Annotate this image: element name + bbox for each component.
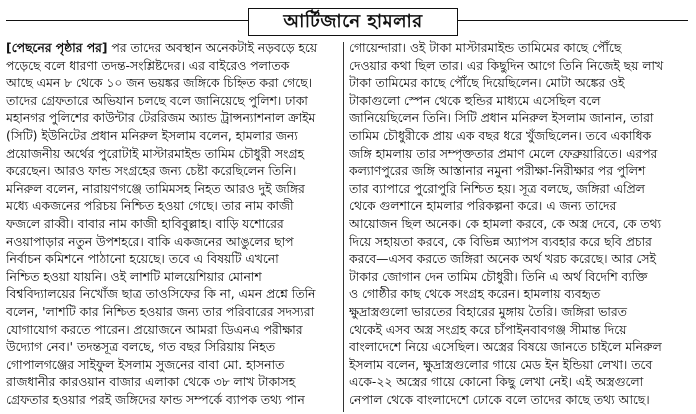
article-line	[349, 93, 689, 111]
article-line	[349, 181, 689, 199]
article-line-text: কল্যাণপুরের জঙ্গি আস্তানার নমুনা পরীক্ষা-নিরীক্ষার পর পুলিশ	[349, 164, 646, 179]
article-line-text: ক্ষুদ্রাস্ত্রগুলো ভারতের বিহারের মুঙ্গায় তৈরি। জঙ্গিরা ভারত	[349, 304, 627, 319]
article-line	[6, 58, 340, 76]
article-line-text: টাকাগুলো স্পেন থেকে হুন্ডির মাধ্যমে এসেছিল বলে	[349, 93, 601, 108]
article-line-text: গোয়েন্দারা। ওই টাকা মাস্টারমাইন্ড তামিমের কাছে পৌঁছে	[349, 41, 622, 55]
article-line	[6, 374, 340, 392]
article-line-text: নির্বাচন কমিশনে পাঠানো হয়েছে। তবে এ বিষয়টি এখনো	[6, 252, 279, 267]
article-line	[349, 163, 689, 181]
article-line-text: তামিম চৌধুরীকে প্রায় এক বছর ধরে খুঁজছিলেন। তবে একাধিক	[349, 128, 652, 143]
article-line-text: পড়েছে বলে ধারণা তদন্ত-সংশ্লিষ্টদের। এর বাইরেও পলাতক	[6, 58, 290, 73]
article-line	[349, 357, 689, 375]
article-line-text: (সিটি) ইউনিটের প্রধান মনিরুল ইসলাম বলেন, হামলার জন্য	[6, 128, 298, 143]
article-line-text: বাংলাদেশে নিয়ে এসেছিল। অস্ত্রের বিষয়ে জানতে চাইলে মনিরুল	[349, 340, 662, 355]
article-line-text: তাদের গ্রেফতারে অভিযান চলছে বলে জানিয়েছে পুলিশ। ঢাকা	[6, 93, 308, 108]
headline: আর্টিজানে হামলার	[283, 10, 423, 32]
article-line	[349, 339, 689, 357]
article-line	[349, 251, 689, 269]
article-line	[6, 357, 340, 375]
article-line	[349, 146, 689, 164]
article-line	[349, 216, 689, 234]
article-line	[6, 198, 340, 216]
article-line	[6, 269, 340, 287]
article-line	[349, 58, 689, 76]
article-line	[6, 251, 340, 269]
article-line	[6, 322, 340, 340]
article-line-text: রাজধানীর কারওয়ান বাজার এলাকা থেকে ৩৮ লাখ টাকাসহ	[6, 375, 296, 390]
article-line	[349, 128, 689, 146]
article-line-text: থেকেই এসব অস্ত্র সংগ্রহ করে চাঁপাইনবাবগঞ্জ সীমান্ত দিয়ে	[349, 322, 627, 337]
article-line-text: একে-২২ অস্ত্রের গায়ে কোনো কিছু লেখা নেই। এই অস্ত্রগুলো	[349, 375, 644, 390]
article-line-text: ইসলাম বলেন, ক্ষুদ্রাস্ত্রগুলোর গায়ে মেড ইন ইন্ডিয়া লেখা। তবে	[349, 357, 653, 372]
article-line	[349, 234, 689, 252]
article-line	[349, 75, 689, 93]
article-column-right	[349, 40, 689, 414]
article-line-text: বলেন, 'লাশটি কার নিশ্চিত হওয়ার জন্য তার পরিবারের সদস্যরা	[6, 304, 315, 319]
article-line	[6, 146, 340, 164]
article-line-text: দেওয়ার কথা ছিল তার। এর কিছুদিন আগে তিনি নিজেই ছয় লাখ	[349, 58, 664, 73]
article-line	[6, 339, 340, 357]
article-line-text: আয়োজন ছিল অনেক। কে হামলা করবে, কে অস্ত্র দেবে, কে তথ্য	[349, 216, 662, 231]
article-line-text: আছে এমন ৮ থেকে ১০ জন ভয়ঙ্কর জঙ্গিকে চিহ্নিত করা গেছে।	[6, 76, 313, 91]
article-line	[6, 40, 340, 58]
article-line-text: টাকা তামিমের কাছে পৌঁছে দিয়েছিলেন। মোটা অঙ্কের ওই	[349, 76, 625, 91]
article-line-text: পর তাদের অবস্থান অনেকটাই নড়বড়ে হয়ে	[107, 41, 318, 55]
article-line	[349, 304, 689, 322]
article-line	[349, 110, 689, 128]
article-line-text: ও গোষ্ঠীর কাছ থেকে সংগ্রহ করেন। হামলায় ব্যবহৃত	[349, 287, 601, 302]
article-line-text: গোপালগঞ্জের সাইফুল ইসলাম সুজনের বাবা মো. হাসনাত	[6, 357, 285, 372]
article-line-text: উদ্যোগ নেব।' তদন্তসূত্র বলছে, গত বছর সিরিয়ায় নিহত	[6, 340, 275, 355]
article-line-text: মহানগর পুলিশের কাউন্টার টেররিজম অ্যান্ড ট্রান্সন্যাশনাল ক্রাইম	[6, 111, 316, 126]
article-line	[6, 93, 340, 111]
article-line	[6, 216, 340, 234]
article-line-text: করবে—এসব করতে জঙ্গিরা অনেক অর্থ খরচ করেছে। আর সেই	[349, 252, 656, 267]
article-line	[349, 198, 689, 216]
article-line	[6, 286, 340, 304]
article-line	[6, 163, 340, 181]
article-line-text: মনিরুল বলেন, নারায়ণগঞ্জে তামিমসহ নিহত আরও দুই জঙ্গির	[6, 181, 305, 196]
headline-box	[248, 8, 458, 36]
article-line-text: যোগাযোগ করতে পারেন। প্রয়োজনে আমরা ডিএনএ পরীক্ষার	[6, 322, 303, 337]
article-line	[349, 322, 689, 340]
article-line-text: মধ্যে একজনের পরিচয় নিশ্চিত হওয়া গেছে। তার নাম কাজী	[6, 199, 294, 214]
article-line-text: টাকার জোগান দেন তামিম চৌধুরী। তিনি এ অর্থ বিদেশি ব্যক্তি	[349, 269, 648, 284]
headline-banner	[0, 0, 696, 40]
article-line-text: জানিয়েছিলেন তিনি। সিটি প্রধান মনিরুল ইসলাম জানান, তারা	[349, 111, 654, 126]
continuation-kicker: [পেছনের পৃষ্ঠার পর]	[6, 41, 108, 55]
article-line	[6, 392, 340, 410]
article-line	[349, 374, 689, 392]
article-line	[349, 286, 689, 304]
article-line	[6, 234, 340, 252]
article-line-text: করেছেন। আরও ফান্ড সংগ্রহের জন্য চেষ্টা করেছিলেন তিনি।	[6, 164, 297, 179]
article-line-text: জঙ্গি হামলায় তার সম্পৃক্ততার প্রমাণ মেলে ফেব্রুয়ারিতে। এরপর	[349, 146, 658, 161]
article-line	[6, 75, 340, 93]
article-column-left	[6, 40, 340, 414]
article-line-text: নওয়াপাড়ার নতুন উপশহরে। বাকি একজনের আঙুলের ছাপ	[6, 234, 294, 249]
article-line	[6, 304, 340, 322]
article-line-text: থেকে গুলশানে হামলার পরিকল্পনা করে। এ জন্য তাদের	[349, 199, 617, 214]
article-line-text: তার ব্যাপারে পুরোপুরি নিশ্চিত হয়। সূত্র বলছে, জঙ্গিরা এপ্রিল	[349, 181, 645, 196]
article-line-text: দিয়ে সহায়তা করবে, কে বিভিন্ন অ্যাপস ব্যবহার করে ছবি প্রচার	[349, 234, 652, 249]
article-line	[349, 392, 689, 410]
article-line	[6, 128, 340, 146]
article-line-text: গ্রেফতার হওয়ার পরই জঙ্গিদের ফান্ড সম্পর্কে ব্যাপক তথ্য পান	[6, 392, 305, 407]
article-line-text: বিশ্ববিদ্যালয়ের নিখোঁজ ছাত্র তাওসিফের কি না, এমন প্রশ্নে তিনি	[6, 287, 316, 302]
column-divider	[343, 42, 344, 412]
article-line-text: নেপাল থেকে বাংলাদেশে ঢোকে বলে তাদের কাছে তথ্য আছে।	[349, 392, 650, 407]
article-line-text: নিশ্চিত হওয়া যায়নি। ওই লাশটি মালয়েশিয়ার মোনাশ	[6, 269, 262, 284]
article-line-text: প্রয়োজনীয় অর্থের পুরোটাই মাস্টারমাইন্ড তামিম চৌধুরী সংগ্রহ	[6, 146, 304, 161]
article-line-text: ফজলে রাব্বী। বাবার নাম কাজী হাবিবুল্লাহ। বাড়ি যশোরের	[6, 216, 284, 231]
article-line	[6, 181, 340, 199]
article-line	[349, 40, 689, 58]
article-line	[349, 269, 689, 287]
article-line	[6, 110, 340, 128]
